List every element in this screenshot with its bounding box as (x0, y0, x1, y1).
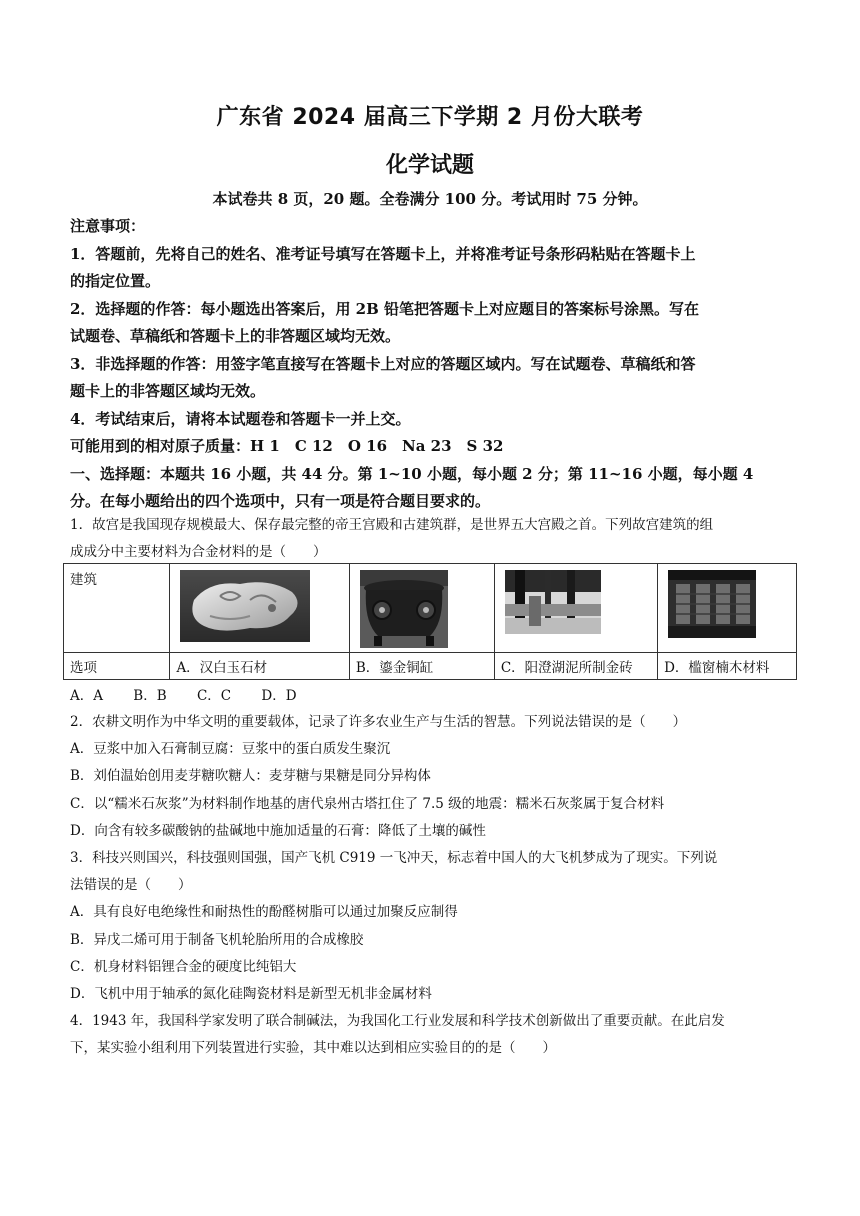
table-header-cell: 建筑 (64, 564, 170, 653)
table-image-cell (658, 564, 797, 653)
exam-title: 广东省 2024 届高三下学期 2 月份大联考 (216, 105, 644, 130)
notice-line: 4．考试结束后，请将本试题卷和答题卡一并上交。 (70, 409, 411, 428)
table-header-cell: 选项 (64, 653, 170, 680)
option-cell: B．鎏金铜缸 (349, 653, 494, 680)
gilded-bronze-vat-image (360, 570, 448, 648)
table-image-cell (170, 564, 349, 653)
gold-brick-floor-image (505, 570, 601, 634)
notice-line: 试题卷、草稿纸和答题卡上的非答题区域均无效。 (70, 327, 401, 345)
question-1-table (63, 563, 797, 680)
question-3-option: D．飞机中用于轴承的氮化硅陶瓷材料是新型无机非金属材料 (70, 986, 432, 1003)
option-cell: A．汉白玉石材 (170, 653, 349, 680)
atomic-mass-line: 可能用到的相对原子质量：H 1 C 12 O 16 Na 23 S 32 (70, 437, 504, 455)
question-2-option: A．豆浆中加入石膏制豆腐：豆浆中的蛋白质发生聚沉 (70, 741, 391, 758)
section-heading-line: 一、选择题：本题共 16 小题，共 44 分。第 1~10 小题，每小题 2 分；第 11~16 小题，每小题 4 (70, 464, 754, 483)
table-image-cell (494, 564, 657, 653)
questions-2-4 (70, 709, 800, 1063)
notice-heading: 注意事项： (70, 217, 146, 235)
question-2-stem: 2．农耕文明作为中华文明的重要载体，记录了许多农业生产与生活的智慧。下列说法错误的是（ ） (70, 714, 687, 730)
question-3-option: A．具有良好电绝缘性和耐热性的酚醛树脂可以通过加聚反应制得 (70, 904, 458, 921)
notice-line: 3．非选择题的作答：用签字笔直接写在答题卡上对应的答题区域内。写在试题卷、草稿纸和答 (70, 354, 696, 373)
nanmu-window-image (668, 570, 756, 638)
choice-d: D．D (261, 688, 297, 704)
question-3-stem: 3．科技兴则国兴，科技强则国强，国产飞机 C919 一飞冲天，标志着中国人的大飞机梦成为了现实。下列说 (70, 850, 718, 867)
exam-subtitle: 化学试题 (385, 153, 474, 178)
table-image-cell (349, 564, 494, 653)
question-2-option: D．向含有较多碳酸钠的盐碱地中施加适量的石膏：降低了土壤的碱性 (70, 822, 486, 839)
notice-line: 的指定位置。 (70, 272, 161, 290)
question-line: 1．故宫是我国现存规模最大、保存最完整的帝王宫殿和古建筑群，是世界五大宫殿之首。下列故宫建筑的组 (70, 517, 714, 533)
question-line: 成成分中主要材料为合金材料的是（ ） (70, 544, 327, 561)
notice-section (70, 213, 800, 516)
choice-a: A．A (70, 688, 103, 704)
question-1-choices (70, 685, 323, 707)
section-heading-line: 分。在每小题给出的四个选项中，只有一项是符合题目要求的。 (70, 492, 491, 510)
question-4-stem: 下，某实验小组利用下列装置进行实验，其中难以达到相应实验目的的是（ ） (70, 1040, 556, 1057)
question-3-stem: 法错误的是（ ） (70, 877, 192, 894)
exam-info: 本试卷共 8 页，20 题。全卷满分 100 分。考试用时 75 分钟。 (212, 190, 648, 208)
notice-line: 2．选择题的作答：每小题选出答案后，用 2B 铅笔把答题卡上对应题目的答案标号涂黑。写在 (70, 299, 700, 318)
question-2-option: C．以“糯米石灰浆”为材料制作地基的唐代泉州古塔扛住了 7.5 级的地震：糯米石灰浆属于复合材料 (70, 795, 665, 812)
notice-line: 1．答题前，先将自己的姓名、准考证号填写在答题卡上，并将准考证号条形码粘贴在答题卡上 (70, 244, 696, 263)
question-1-stem (70, 512, 800, 566)
option-cell: D．槛窗楠木材料 (658, 653, 797, 680)
question-4-stem: 4．1943 年，我国科学家发明了联合制碱法，为我国化工行业发展和科学技术创新做出了重要贡献。在此启发 (70, 1013, 725, 1030)
question-3-option: B．异戊二烯可用于制备飞机轮胎所用的合成橡胶 (70, 931, 364, 948)
choice-b: B．B (133, 688, 167, 704)
white-jade-carving-image (180, 570, 310, 642)
option-cell: C．阳澄湖泥所制金砖 (494, 653, 657, 680)
choice-c: C．C (196, 688, 232, 704)
question-3-option: C．机身材料铝锂合金的硬度比纯铝大 (70, 958, 297, 975)
question-2-option: B．刘伯温始创用麦芽糖吹糖人：麦芽糖与果糖是同分异构体 (70, 768, 431, 785)
notice-line: 题卡上的非答题区域均无效。 (70, 382, 266, 400)
